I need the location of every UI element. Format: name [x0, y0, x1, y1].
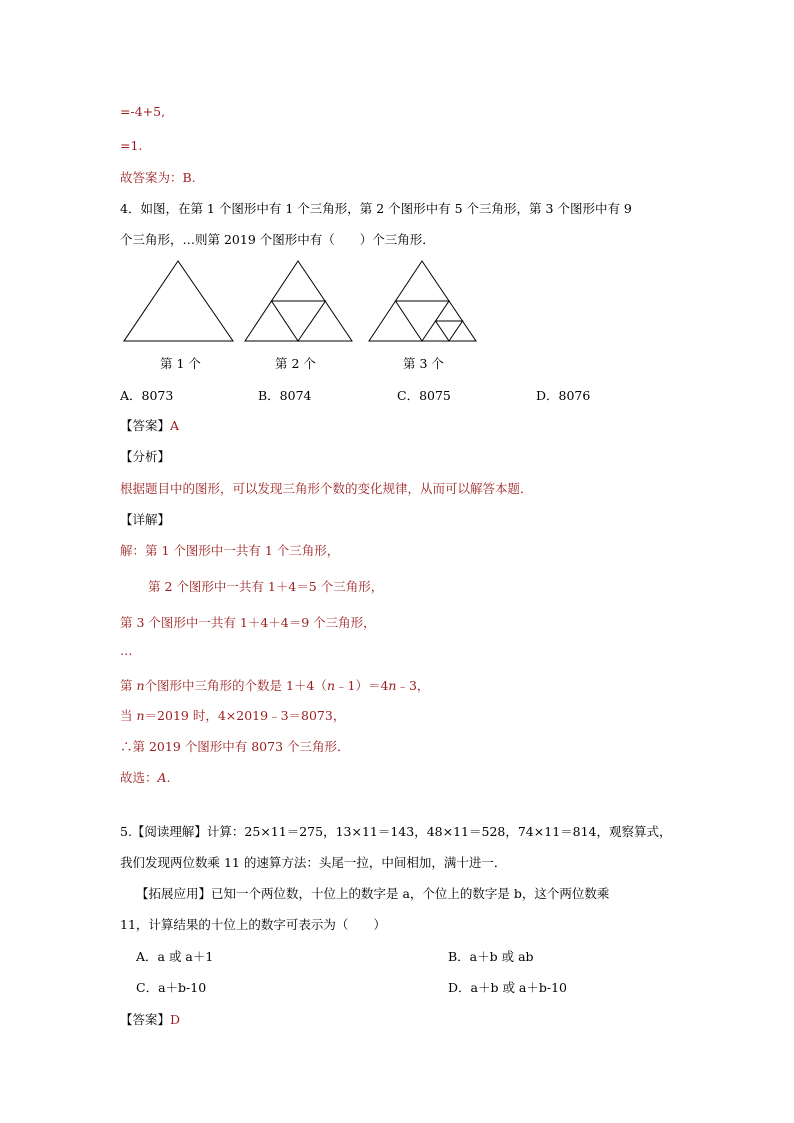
q5-option-b: B．a＋b 或 ab — [448, 949, 534, 964]
q4-detail-line-4: … — [120, 643, 133, 658]
q4-detail-tag: 【详解】 — [120, 512, 171, 527]
q4-d5-n2: n — [326, 678, 335, 693]
figure-2-caption: 第 2 个 — [275, 356, 316, 371]
figure-1-triangle — [124, 261, 233, 341]
q5-option-a: A．a 或 a＋1 — [136, 949, 214, 964]
q4-stem-line-1: 4．如图，在第 1 个图形中有 1 个三角形，第 2 个图形中有 5 个三角形，第 3 个图形中有 9 — [120, 201, 632, 216]
figure-2-inner-triangle — [272, 301, 326, 341]
q5-option-c: C．a＋b-10 — [136, 980, 207, 995]
q4-d5-c: 个图形中三角形的个数是 1＋4（ — [144, 678, 327, 693]
figure-3-small-triangle — [436, 321, 463, 341]
q4-answer: A — [170, 418, 180, 433]
figure-1-caption: 第 1 个 — [160, 356, 201, 371]
prev-answer: B. — [182, 170, 196, 185]
q4-analysis-text: 根据题目中的图形，可以发现三角形个数的变化规律，从而可以解答本题． — [120, 481, 533, 496]
q4-d5-n1: n — [136, 678, 145, 693]
q5-stem-line-2: 我们发现两位数乘 11 的速算方法：头尾一拉，中间相加，满十进一． — [120, 855, 507, 870]
q4-d6-c: ＝2019 时，4×2019﹣3＝8073， — [144, 708, 346, 723]
q4-option-a: A．8073 — [120, 388, 174, 403]
q4-d5-n3: n — [388, 678, 397, 693]
q5-stem-line-4: 11，计算结果的十位上的数字可表示为（ ） — [120, 917, 386, 932]
q5-stem-line-1: 5.【阅读理解】计算：25×11＝275，13×11＝143，48×11＝528，74×11＝814，观察算式， — [120, 824, 672, 839]
q4-detail-line-3: 第 3 个图形中一共有 1＋4＋4＝9 个三角形， — [120, 615, 376, 630]
q5-answer-line — [120, 1010, 180, 1028]
q4-analysis-tag: 【分析】 — [120, 449, 171, 464]
q5-option-d: D．a＋b 或 a＋b-10 — [448, 980, 568, 995]
q4-d5-e: ﹣1）＝4 — [335, 678, 389, 693]
q4-d6-n: n — [136, 708, 145, 723]
q4-option-b: B．8074 — [258, 388, 312, 403]
q4-d8-a: 故选： — [120, 770, 158, 785]
q4-detail-line-2: 第 2 个图形中一共有 1＋4＝5 个三角形， — [148, 579, 384, 594]
q4-detail-line-8 — [120, 768, 171, 786]
q4-d5-g: ﹣3， — [396, 678, 430, 693]
q4-detail-line-5 — [120, 676, 429, 694]
q4-detail-line-6 — [120, 706, 345, 724]
prev-line-1: =-4+5, — [120, 104, 166, 119]
q4-d8-b: A. — [157, 770, 171, 785]
q4-option-d: D．8076 — [536, 388, 591, 403]
q4-detail-line-1: 解：第 1 个图形中一共有 1 个三角形， — [120, 543, 340, 558]
prev-line-2: =1. — [120, 138, 143, 153]
q5-answer: D — [170, 1012, 181, 1027]
q4-detail-line-7: ∴第 2019 个图形中有 8073 个三角形． — [120, 739, 350, 754]
q4-option-c: C．8075 — [397, 388, 451, 403]
q4-stem-line-2: 个三角形，…则第 2019 个图形中有（ ）个三角形． — [120, 232, 435, 247]
q4-d5-a: 第 — [120, 678, 137, 693]
q4-answer-line — [120, 416, 179, 434]
q5-stem-line-3: 【拓展应用】已知一个两位数，十位上的数字是 a，个位上的数字是 b，这个两位数乘 — [136, 886, 610, 901]
figure-3-caption: 第 3 个 — [403, 356, 444, 371]
q4-d6-a: 当 — [120, 708, 137, 723]
answer-tag: 【答案】 — [120, 418, 171, 433]
prev-answer-prefix: 故答案为： — [120, 170, 183, 185]
answer-tag: 【答案】 — [120, 1012, 171, 1027]
